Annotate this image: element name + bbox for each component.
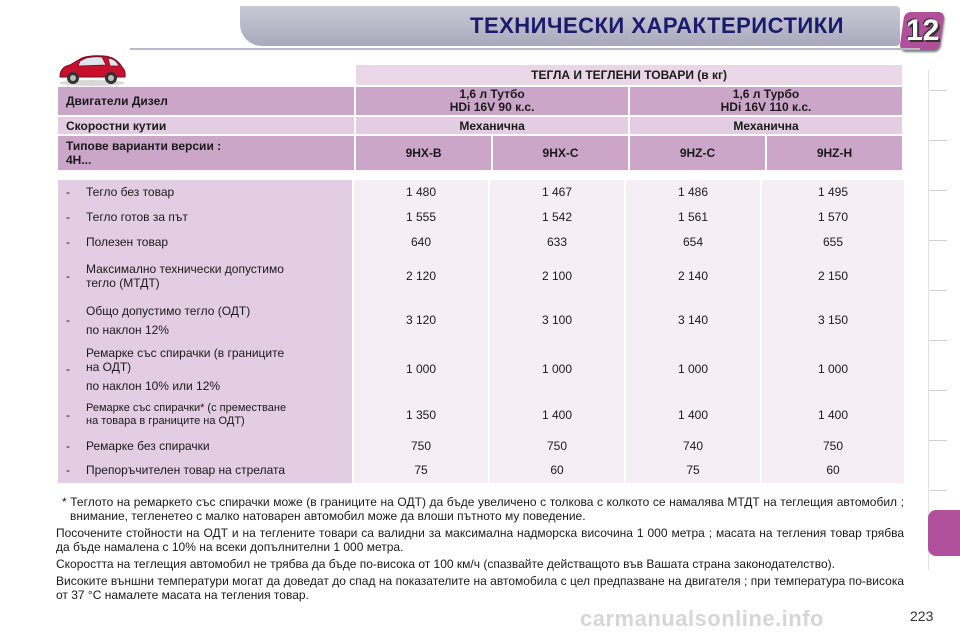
engine-2-spec: HDi 16V 110 к.с.	[720, 100, 812, 114]
notes	[56, 495, 904, 605]
table-cell: 1 486	[677, 185, 709, 199]
bullet-dash: -	[66, 408, 70, 422]
bullet-dash: -	[66, 209, 70, 224]
row-label-line: Максимално технически допустимо	[86, 262, 284, 276]
footnote: * Теглото на ремаркето със спирачки може (в границите на ОДТ) да бъде увеличено с толкова с колкото се намалява МТДТ на теглещия автомобил ; внимание, тегленетео с малко натоварен автомобил може да влоши пътното му поведение.	[62, 495, 904, 523]
engine-2-name: 1,6 л Турбо	[732, 87, 800, 101]
table-cell: 750	[410, 439, 432, 453]
row-label-text	[86, 210, 188, 224]
table-cell: 1 400	[817, 408, 849, 422]
table-caption: ТЕГЛА И ТЕГЛЕНИ ТОВАРИ (в кг)	[356, 65, 902, 85]
note-temperature: Високите външни температури могат да доведат до спад на показателите на автомобила с цел предпазване на двигателя ; при температура по-висока от 37 °С намалете масата на тегления товар.	[56, 574, 904, 602]
table-cell: 75	[686, 463, 700, 477]
table-cell: 750	[822, 439, 844, 453]
rail-tick	[929, 390, 947, 391]
row-label	[58, 229, 352, 254]
gearbox-1: Механична	[356, 117, 628, 134]
engine-header-1	[356, 87, 628, 115]
table-cell: 1 555	[405, 209, 437, 224]
engine-1-spec: HDi 16V 90 к.с.	[449, 100, 535, 114]
weights-table	[56, 63, 904, 172]
table-cell: 1 467	[541, 185, 573, 199]
table-cell: 2 120	[405, 269, 437, 283]
row-label	[58, 396, 352, 434]
rail-tick	[929, 240, 947, 241]
row-label-line: Тегло готов за път	[86, 209, 188, 224]
row-label-text	[86, 346, 284, 393]
table-cell: 1 000	[677, 362, 709, 376]
row-label-text	[86, 463, 285, 477]
table-cell: 1 000	[405, 362, 437, 376]
rail-tick	[929, 340, 947, 341]
table-cell: 3 120	[405, 313, 437, 327]
variant-2: 9HX-C	[493, 136, 628, 170]
row-label-text	[86, 262, 284, 290]
table-cell: 1 400	[541, 408, 573, 422]
watermark: carmanualsonline.info	[580, 606, 824, 631]
table-cell: 1 570	[817, 209, 849, 224]
gearbox-2: Механична	[630, 117, 902, 134]
variants-label	[58, 136, 354, 170]
table-cell: 1 000	[817, 362, 849, 376]
table-cell: 633	[546, 234, 568, 249]
row-label-line: Полезен товар	[86, 234, 169, 249]
rail-tick	[929, 190, 947, 191]
chapter-tab[interactable]	[928, 510, 960, 556]
row-label	[58, 298, 352, 342]
bullet-dash: -	[66, 439, 70, 453]
table-cell: 654	[682, 234, 704, 249]
table-cell: 1 495	[817, 185, 849, 199]
engine-header-2	[630, 87, 902, 115]
rail-tick	[929, 90, 947, 91]
table-cell: 60	[550, 463, 564, 477]
table-cell: 750	[546, 439, 568, 453]
bullet-dash: -	[66, 313, 70, 327]
note-speed: Скоростта на теглещия автомобил не трябва да бъде по-висока от 100 км/ч (спазвайте действащото във Вашата страна законодателство).	[56, 557, 835, 571]
table-cell: 1 350	[405, 408, 437, 422]
row-label-line: тегло (МТДТ)	[86, 276, 160, 290]
table-cell: 1 400	[677, 408, 709, 422]
table-cell: 640	[410, 234, 432, 249]
table-cell: 2 150	[817, 269, 849, 283]
row-label	[58, 434, 352, 458]
table-body	[58, 180, 904, 483]
table-cell: 1 000	[541, 362, 573, 376]
row-label-line: Препоръчителен товар на стрелата	[86, 463, 286, 477]
row-label	[58, 180, 352, 204]
header-divider	[130, 48, 920, 50]
bullet-dash: -	[66, 234, 70, 249]
table-cell: 1 480	[405, 185, 437, 199]
table-cell: 75	[414, 463, 428, 477]
row-label-text	[86, 304, 250, 337]
table-cell: 740	[682, 439, 704, 453]
table-cell: 3 150	[817, 313, 849, 327]
row-label-line: Ремарке със спирачки* (с преместване	[86, 402, 287, 414]
row-label-text	[86, 235, 168, 249]
bullet-dash: -	[66, 463, 70, 477]
row-label	[58, 458, 352, 482]
row-label	[58, 204, 352, 229]
table-cell: 1 561	[677, 209, 709, 224]
bullet-dash: -	[66, 362, 70, 376]
section-rail	[928, 70, 947, 570]
table-cell: 60	[826, 463, 840, 477]
table-cell: 2 100	[541, 269, 573, 283]
variant-1: 9HX-B	[356, 136, 491, 170]
table-cell: 3 100	[541, 313, 573, 327]
rail-tick	[929, 290, 947, 291]
rail-tick	[929, 140, 947, 141]
row-label-text	[86, 439, 210, 453]
row-label	[58, 342, 352, 396]
row-label-text	[86, 185, 174, 199]
rail-tick	[929, 440, 947, 441]
bullet-dash: -	[66, 269, 70, 283]
chapter-number: 12	[906, 14, 940, 47]
row-label-text	[86, 402, 286, 428]
variant-3: 9HZ-C	[630, 136, 765, 170]
table-cell: 3 140	[677, 313, 709, 327]
engine-1-name: 1,6 л Тутбо	[459, 87, 525, 101]
engines-label: Двигатели Дизел	[58, 87, 354, 115]
caption-spacer	[58, 65, 354, 85]
note-altitude: Посочените стойности на ОДТ и на тегленитe товари са валидни за максимална надморска височина 1 000 метра ; масата на тегления товар трябва да бъде намалена с 10% на всеки допълнителни 1 000 метра.	[56, 526, 904, 554]
row-label-line: по наклон 10% или 12%	[86, 378, 221, 393]
rail-tick	[929, 490, 947, 491]
bullet-dash: -	[66, 185, 70, 199]
variants-label-line1: Типове варианти версии :	[66, 139, 222, 153]
row-label-line: на товара в границите на ОДТ)	[86, 415, 245, 427]
table-cell: 2 140	[677, 269, 709, 283]
row-label-line: по наклон 12%	[86, 322, 169, 337]
table-cell: 655	[822, 234, 844, 249]
page-number: 223	[910, 608, 934, 624]
variant-4: 9HZ-H	[767, 136, 902, 170]
variants-label-line2: 4H...	[66, 153, 92, 167]
table-cell: 1 542	[541, 209, 573, 224]
row-label-line: Тегло без товар	[86, 185, 175, 199]
gearbox-label: Скоростни кутии	[58, 117, 354, 134]
row-label-line: Общо допустимо тегло (ОДТ)	[86, 303, 251, 318]
row-label-line: на ОДТ)	[86, 359, 132, 374]
row-label-line: Ремарке със спирачки (в границите	[86, 345, 285, 360]
row-label-line: Ремарке без спирачки	[86, 439, 210, 453]
row-label	[58, 254, 352, 298]
page-title: ТЕХНИЧЕСКИ ХАРАКТЕРИСТИКИ	[470, 13, 844, 38]
